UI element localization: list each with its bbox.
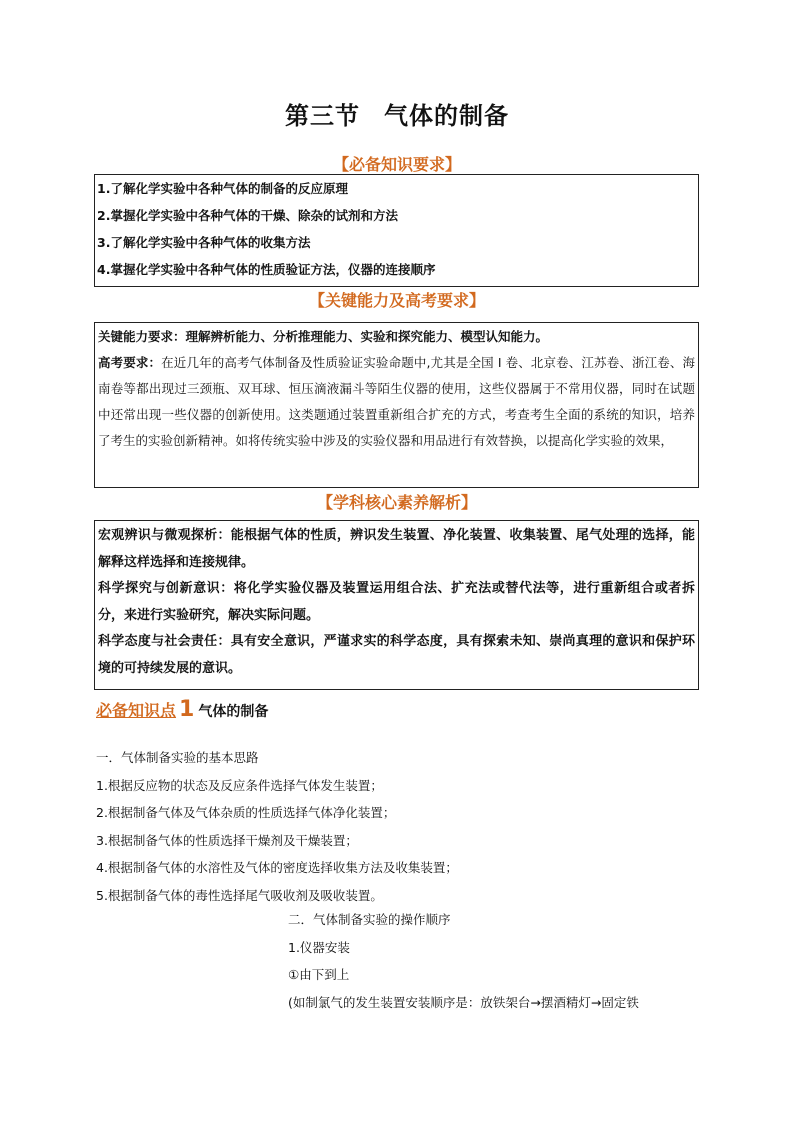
requirement-item: 1.了解化学实验中各种气体的制备的反应原理 — [97, 181, 348, 196]
list-item: 3.根据制备气体的性质选择干燥剂及干燥装置； — [96, 832, 358, 848]
list-item: 5.根据制备气体的毒性选择尾气吸收剂及吸收装置。 — [96, 887, 383, 903]
ability-paragraph: 关键能力要求：理解辨析能力、分析推理能力、实验和探究能力、模型认知能力。 — [98, 329, 549, 344]
list-item: 4.根据制备气体的水溶性及气体的密度选择收集方法及收集装置； — [96, 860, 458, 875]
knowledge-point-heading — [96, 697, 268, 722]
list-item: (如制氯气的发生装置安装顺序是：放铁架台→摆酒精灯→固定铁 — [288, 994, 639, 1010]
requirement-item: 4.掌握化学实验中各种气体的性质验证方法，仪器的连接顺序 — [97, 262, 436, 277]
basic-approach-list — [96, 744, 458, 909]
knowledge-point-number: 1 — [179, 697, 195, 722]
section-heading-ability: 【关键能力及高考要求】 — [308, 291, 485, 310]
operation-order-list — [288, 906, 639, 1016]
page-title: 第三节 气体的制备 — [285, 102, 509, 130]
section-heading-literacy: 【学科核心素养解析】 — [316, 493, 477, 512]
knowledge-requirements-box — [94, 174, 699, 287]
section-title: 二．气体制备实验的操作顺序 — [288, 912, 451, 927]
requirement-item: 3.了解化学实验中各种气体的收集方法 — [97, 235, 311, 250]
section-heading-knowledge: 【必备知识要求】 — [332, 155, 461, 174]
subsection-title: 1.仪器安装 — [288, 939, 350, 955]
literacy-paragraph: 宏观辨识与微观探析：能根据气体的性质，辨识发生装置、净化装置、收集装置、尾气处理的选择，能解释这样选择和连接规律。 — [98, 528, 695, 570]
list-item: 2.根据制备气体及气体杂质的性质选择气体净化装置； — [96, 805, 396, 820]
list-item: ①由下到上 — [288, 967, 350, 982]
exam-paragraph: 高考要求：在近几年的高考气体制备及性质验证实验命题中,尤其是全国 I 卷、北京卷、江苏卷、浙江卷、海南卷等都出现过三颈瓶、双耳球、恒压滴液漏斗等陌生仪器的使用，这些仪器属于不常用仪器，同时在试题中还常出现一些仪器的创新使用。这类题通过装置重新组合扩充的方式，考查考生全面的系统的知识，培养了考生的实验创新精神。如将传统实验中涉及的实验仪器和用品进行有效替换，以提高化学实验的效果， — [98, 355, 695, 448]
knowledge-point-label: 必备知识点 — [96, 701, 177, 720]
section-title: 一．气体制备实验的基本思路 — [96, 750, 259, 765]
literacy-paragraph: 科学态度与社会责任：具有安全意识，严谨求实的科学态度，具有探索未知、崇尚真理的意识和保护环境的可持续发展的意识。 — [98, 634, 695, 676]
ability-requirements-box — [94, 322, 699, 488]
knowledge-point-title: 气体的制备 — [198, 704, 269, 720]
literacy-paragraph: 科学探究与创新意识：将化学实验仪器及装置运用组合法、扩充法或替代法等，进行重新组合或者拆分，来进行实验研究，解决实际问题。 — [98, 581, 695, 623]
list-item: 1.根据反应物的状态及反应条件选择气体发生装置； — [96, 777, 383, 793]
requirement-item: 2.掌握化学实验中各种气体的干燥、除杂的试剂和方法 — [97, 208, 398, 223]
literacy-box — [94, 520, 699, 690]
